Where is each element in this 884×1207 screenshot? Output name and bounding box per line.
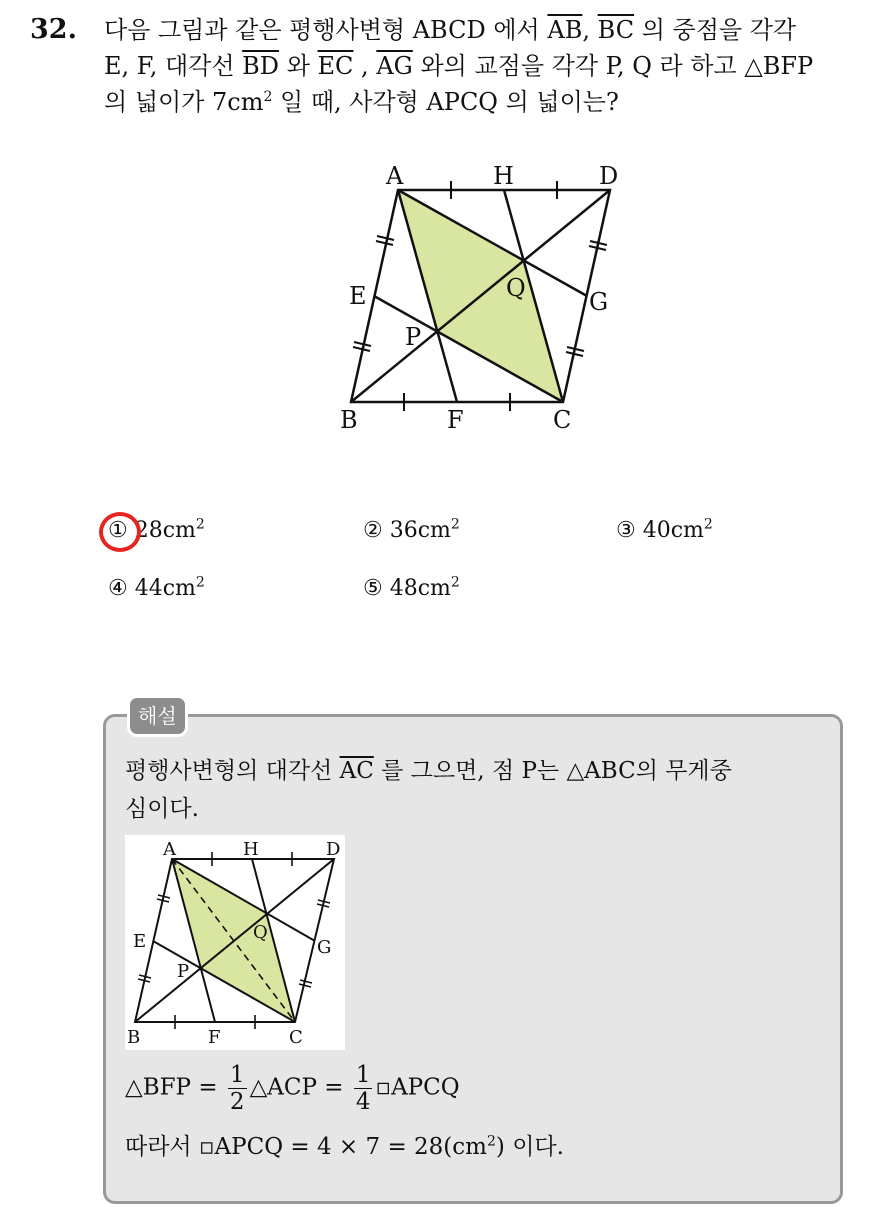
- conclusion-line: [125, 1128, 564, 1161]
- q-line2-pre: E, F, 대각선: [104, 52, 235, 80]
- choice-5[interactable]: [363, 576, 460, 601]
- formula-lhs: △BFP =: [125, 1074, 218, 1101]
- label-g: G: [317, 937, 332, 958]
- label-a: A: [163, 839, 176, 860]
- choice-2[interactable]: [363, 518, 460, 543]
- label-q: Q: [506, 274, 526, 302]
- choice-value: 28cm: [134, 518, 196, 543]
- label-b: B: [340, 406, 358, 434]
- q-line3-pre: 의 넓이가 7cm: [104, 88, 264, 116]
- label-b: B: [127, 1027, 141, 1048]
- choice-mark: ⑤: [363, 576, 383, 601]
- label-c: C: [289, 1027, 303, 1048]
- frac2-denominator: 4: [355, 1089, 371, 1115]
- choice-value: 48cm: [389, 576, 451, 601]
- formula-rhs: ▫APCQ: [375, 1074, 460, 1101]
- label-e: E: [349, 282, 367, 310]
- formula-mid: △ACP =: [249, 1074, 344, 1101]
- conclusion-sup: 2: [486, 1133, 496, 1150]
- q-comma: ,: [582, 16, 590, 44]
- label-e: E: [133, 931, 147, 952]
- question-line-3: [104, 84, 874, 120]
- label-a: A: [386, 162, 404, 190]
- choice-3[interactable]: [616, 518, 713, 543]
- label-h: H: [243, 839, 259, 860]
- selected-answer-circle: [99, 512, 141, 552]
- choice-sup: 2: [195, 574, 205, 591]
- label-h: H: [493, 162, 514, 190]
- frac1-numerator: 1: [229, 1062, 245, 1088]
- choice-sup: 2: [703, 516, 713, 533]
- label-c: C: [553, 406, 572, 434]
- label-f: F: [447, 406, 464, 434]
- choice-sup: 2: [450, 516, 460, 533]
- segment-bd: $\overline{BD}$: [242, 52, 280, 80]
- choice-mark: ①: [108, 518, 128, 543]
- label-p: P: [177, 961, 190, 982]
- solution-tag: 해설: [127, 695, 188, 737]
- question-text: [104, 12, 874, 120]
- question-number: 32.: [30, 14, 77, 45]
- segment-ac: $\overline{AC}$: [339, 758, 374, 784]
- diagonal-ac-dashed: [172, 859, 295, 1022]
- solution-text: [125, 752, 840, 828]
- label-f: F: [208, 1027, 221, 1048]
- label-q: Q: [253, 922, 268, 943]
- choice-4[interactable]: [108, 576, 205, 601]
- segment-ec: $\overline{EC}$: [317, 52, 354, 80]
- label-d: D: [599, 162, 619, 190]
- fraction-one-quarter: [354, 1062, 373, 1115]
- sol-line1-pre: 평행사변형의 대각선: [125, 758, 333, 784]
- question-line-2: [104, 48, 874, 84]
- q-line3-post: 일 때, 사각형 APCQ 의 넓이는?: [280, 88, 619, 116]
- label-g: G: [589, 288, 609, 316]
- segment-ag: $\overline{AG}$: [376, 52, 413, 80]
- q-line2-mid2: ,: [361, 52, 369, 80]
- solution-line-2: 심이다.: [125, 796, 199, 822]
- choice-mark: ②: [363, 518, 383, 543]
- solution-figure: [125, 835, 345, 1050]
- choice-sup: 2: [195, 516, 205, 533]
- question-line-1: [104, 12, 874, 48]
- conclusion-pre: 따라서 ▫APCQ = 4 × 7 = 28(cm: [125, 1134, 487, 1160]
- label-d: D: [326, 839, 341, 860]
- q-line1-post: 의 중점을 각각: [641, 16, 797, 44]
- choice-1[interactable]: [108, 518, 205, 543]
- frac2-numerator: 1: [355, 1062, 371, 1088]
- q-line2-post: 와의 교점을 각각 P, Q 라 하고 △BFP: [420, 52, 814, 80]
- choice-sup: 2: [450, 574, 460, 591]
- segment-bc: $\overline{BC}$: [597, 16, 635, 44]
- fraction-one-half: [228, 1062, 247, 1115]
- frac1-denominator: 2: [229, 1089, 245, 1115]
- q-line1-pre: 다음 그림과 같은 평행사변형 ABCD 에서: [104, 16, 540, 44]
- segment-ab: $\overline{AB}$: [547, 16, 583, 44]
- choice-mark: ④: [108, 576, 128, 601]
- choice-mark: ③: [616, 518, 636, 543]
- choice-value: 36cm: [389, 518, 451, 543]
- area-formula: [125, 1062, 460, 1115]
- q-line2-mid1: 와: [286, 52, 310, 80]
- sol-line1-post: 를 그으면, 점 P는 △ABC의 무게중: [381, 758, 732, 784]
- parallelogram-figure: [330, 150, 640, 440]
- label-p: P: [405, 323, 422, 351]
- conclusion-post: ) 이다.: [495, 1134, 564, 1160]
- q-line3-sup: 2: [263, 89, 273, 105]
- solution-line-1: [125, 752, 840, 790]
- choice-value: 40cm: [642, 518, 704, 543]
- choice-value: 44cm: [134, 576, 196, 601]
